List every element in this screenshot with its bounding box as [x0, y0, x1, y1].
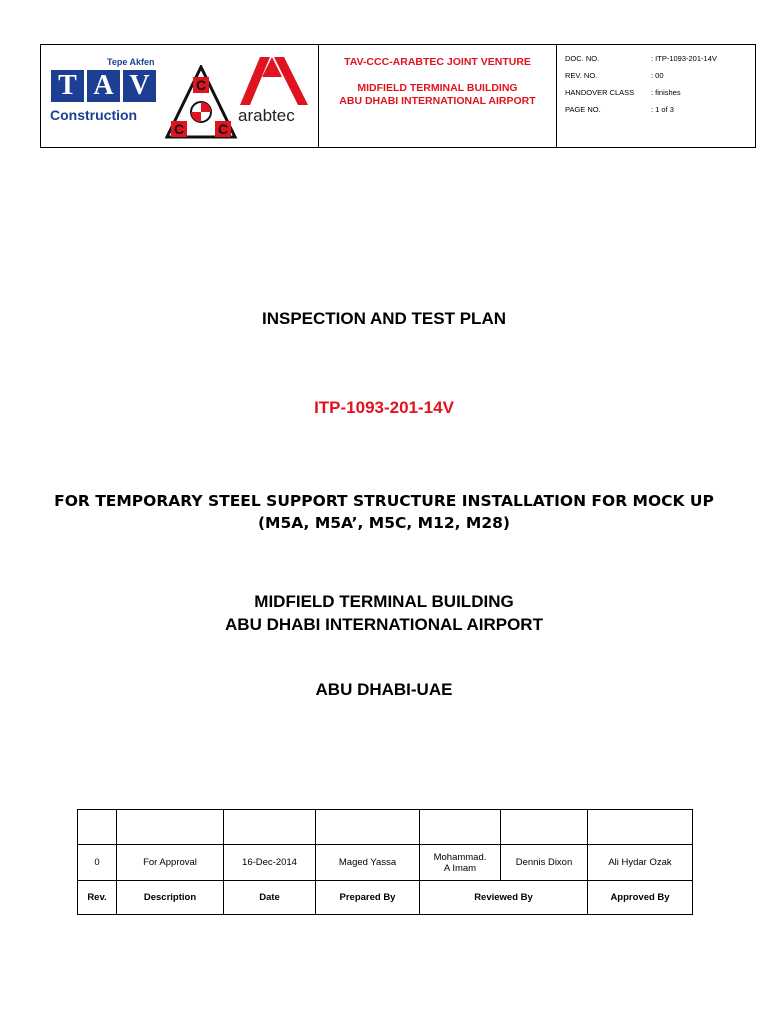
ccc-logo-icon — [165, 65, 237, 141]
project-line-1: MIDFIELD TERMINAL BUILDING — [254, 592, 514, 611]
tav-letter-a: A — [87, 70, 120, 102]
ccc-letter-top: C — [195, 77, 207, 93]
document-header — [40, 44, 756, 148]
scope-line-2: (M5A, M5A’, M5C, M12, M28) — [257, 514, 511, 532]
arabtec-wordmark: arabtec — [238, 106, 295, 125]
info-value: : 1 of 3 — [651, 105, 674, 114]
info-label: DOC. NO. — [565, 54, 600, 63]
arabtec-logo-icon — [234, 53, 314, 109]
location: ABU DHABI-UAE — [315, 680, 453, 699]
tav-logo — [51, 70, 156, 102]
tav-construction-text: Construction — [50, 107, 138, 123]
rev-cell: 0 — [78, 845, 117, 881]
header-project-line-2: ABU DHABI INTERNATIONAL AIRPORT — [339, 95, 536, 107]
table-row — [78, 845, 693, 881]
project-line-2: ABU DHABI INTERNATIONAL AIRPORT — [225, 615, 543, 634]
tav-letter-v: V — [123, 70, 156, 102]
project-name — [0, 590, 768, 636]
scope-line-1: FOR TEMPORARY STEEL SUPPORT STRUCTURE INSTALLATION FOR MOCK UP — [54, 492, 714, 510]
header-project-line-1: MIDFIELD TERMINAL BUILDING — [357, 82, 518, 94]
header-approved-by: Approved By — [588, 881, 693, 915]
info-label: HANDOVER CLASS — [565, 88, 635, 97]
header-prepared-by: Prepared By — [316, 881, 420, 915]
header-rev: Rev. — [78, 881, 117, 915]
info-row-rev-no — [557, 71, 755, 88]
approved-by-cell: Ali Hydar Ozak — [588, 845, 693, 881]
header-reviewed-by: Reviewed By — [420, 881, 588, 915]
revision-table — [77, 809, 693, 915]
logo-cell — [41, 45, 319, 147]
joint-venture-title: TAV-CCC-ARABTEC JOINT VENTURE — [344, 56, 531, 68]
header-date: Date — [224, 881, 316, 915]
table-header-row — [78, 881, 693, 915]
info-label: PAGE NO. — [565, 105, 601, 114]
document-title: INSPECTION AND TEST PLAN — [262, 309, 506, 328]
info-value: : ITP-1093-201-14V — [651, 54, 717, 63]
document-info-cell — [557, 45, 755, 147]
reviewed-by-cell-1 — [420, 845, 501, 881]
info-label: REV. NO. — [565, 71, 598, 80]
info-value: : finishes — [651, 88, 681, 97]
table-row-empty — [78, 810, 693, 845]
reviewed-by-cell-2: Dennis Dixon — [501, 845, 588, 881]
scope-description — [0, 490, 768, 534]
document-code: ITP-1093-201-14V — [314, 398, 454, 417]
reviewer-name-line-2: A Imam — [443, 862, 477, 874]
info-value: : 00 — [651, 71, 664, 80]
header-description: Description — [117, 881, 224, 915]
info-row-doc-no — [557, 54, 755, 71]
date-cell: 16-Dec-2014 — [224, 845, 316, 881]
info-row-page-no — [557, 105, 755, 122]
description-cell: For Approval — [117, 845, 224, 881]
ccc-letter-left: C — [173, 121, 185, 137]
tav-letter-t: T — [51, 70, 84, 102]
prepared-by-cell: Maged Yassa — [316, 845, 420, 881]
joint-venture-cell — [319, 45, 557, 147]
header-project-name — [319, 82, 556, 108]
ccc-letter-right: C — [217, 121, 229, 137]
tav-tagline: Tepe Akfen — [107, 57, 155, 67]
info-row-handover-class — [557, 88, 755, 105]
reviewer-name-line-1: Mohammad. — [433, 851, 487, 863]
